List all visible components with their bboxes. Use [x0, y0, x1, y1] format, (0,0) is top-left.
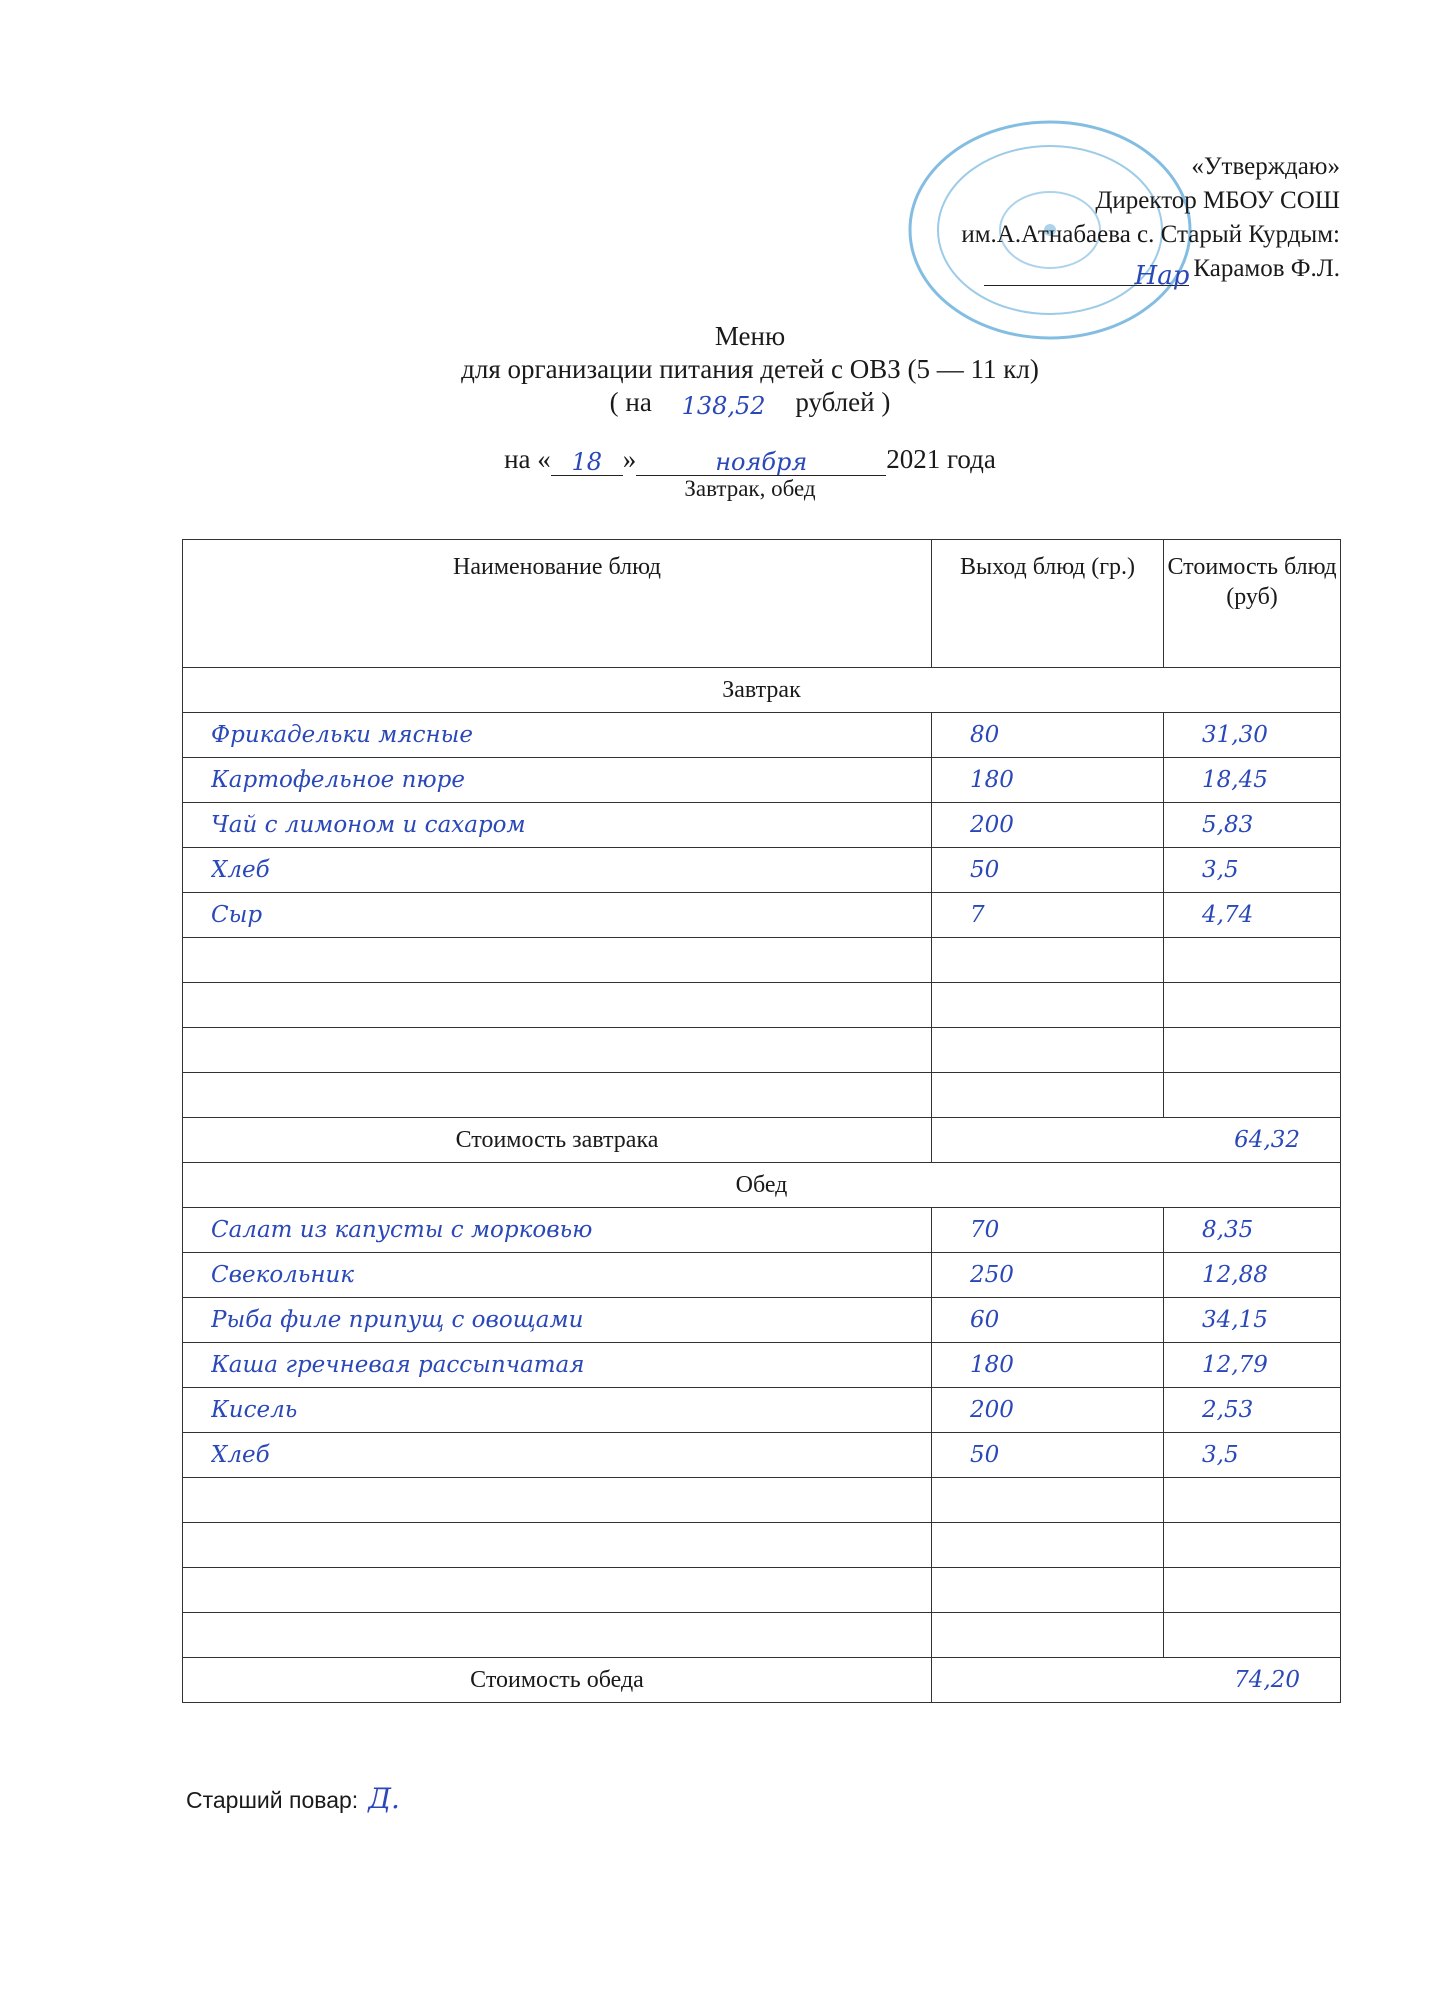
dish-name: Хлеб [211, 857, 270, 883]
dish-cost: 31,30 [1202, 722, 1268, 748]
date-prefix: на « [504, 444, 551, 474]
col-header-cost: Стоимость блюд (руб) [1164, 540, 1341, 668]
section-label-breakfast: Завтрак [183, 668, 1341, 713]
date-month-blank [636, 448, 886, 476]
dish-cost: 12,79 [1202, 1352, 1268, 1378]
date-line [300, 443, 1200, 476]
lunch-row [183, 1298, 1341, 1343]
menu-heading [300, 320, 1200, 502]
col-header-weight: Выход блюд (гр.) [932, 540, 1164, 668]
price-prefix: ( на [609, 387, 652, 417]
date-day: 18 [571, 448, 603, 476]
approval-line-3: им.А.Атнабаева с. Старый Курдым: [961, 221, 1340, 248]
dish-name: Чай с лимоном и сахаром [211, 812, 526, 838]
lunch-row [183, 1613, 1341, 1658]
breakfast-row [183, 848, 1341, 893]
breakfast-row [183, 938, 1341, 983]
approval-line-1: «Утверждаю» [1191, 153, 1340, 180]
dish-name: Хлеб [211, 1442, 270, 1468]
dish-name: Салат из капусты с морковью [211, 1217, 593, 1243]
approval-line-2: Директор МБОУ СОШ [1095, 187, 1340, 214]
signature-blank [984, 259, 1190, 291]
table-header-row [183, 540, 1341, 668]
date-day-blank [551, 448, 623, 476]
dish-weight: 180 [970, 767, 1014, 793]
dish-cost: 3,5 [1202, 1442, 1239, 1468]
price-line [300, 386, 1200, 419]
dish-weight: 7 [970, 902, 985, 928]
dish-cost: 34,15 [1202, 1307, 1268, 1333]
lunch-total-value: 74,20 [1234, 1666, 1300, 1693]
section-row-lunch [183, 1163, 1341, 1208]
dish-cost: 18,45 [1202, 767, 1268, 793]
dish-name: Свекольник [211, 1262, 355, 1288]
dish-weight: 50 [970, 1442, 1000, 1468]
dish-name: Каша гречневая рассыпчатая [211, 1352, 585, 1378]
date-year: 2021 года [886, 444, 996, 474]
dish-cost: 4,74 [1202, 902, 1254, 928]
date-month: ноября [715, 448, 808, 476]
lunch-total-row [183, 1658, 1341, 1703]
breakfast-row [183, 1028, 1341, 1073]
section-row-breakfast [183, 668, 1341, 713]
lunch-row [183, 1253, 1341, 1298]
breakfast-row [183, 983, 1341, 1028]
dish-weight: 70 [970, 1217, 1000, 1243]
menu-title: Меню [714, 321, 786, 351]
dish-name: Рыба филе припущ с овощами [211, 1307, 584, 1333]
lunch-row [183, 1568, 1341, 1613]
dish-weight: 200 [970, 812, 1014, 838]
director-name: Карамов Ф.Л. [1193, 255, 1340, 282]
lunch-row [183, 1208, 1341, 1253]
section-label-lunch: Обед [183, 1163, 1341, 1208]
dish-name: Сыр [211, 902, 263, 928]
dish-name: Картофельное пюре [211, 767, 465, 793]
dish-cost: 3,5 [1202, 857, 1239, 883]
lunch-row [183, 1343, 1341, 1388]
price-suffix: рублей ) [795, 387, 891, 417]
menu-table-body [183, 668, 1341, 1703]
breakfast-row [183, 713, 1341, 758]
breakfast-row [183, 758, 1341, 803]
dish-weight: 60 [970, 1307, 1000, 1333]
dish-name: Кисель [211, 1397, 298, 1423]
dish-weight: 80 [970, 722, 1000, 748]
lunch-row [183, 1478, 1341, 1523]
approval-block [820, 150, 1340, 291]
lunch-row [183, 1523, 1341, 1568]
head-cook-signature: Д. [368, 1782, 400, 1815]
dish-cost: 5,83 [1202, 812, 1254, 838]
dish-name: Фрикадельки мясные [211, 722, 473, 748]
price-blank [659, 392, 789, 419]
director-signature: Нар [1134, 261, 1190, 291]
footer [186, 1782, 400, 1815]
breakfast-row [183, 1073, 1341, 1118]
head-cook-label: Старший повар: [186, 1787, 359, 1813]
breakfast-total-label: Стоимость завтрака [183, 1118, 932, 1163]
lunch-row [183, 1388, 1341, 1433]
date-mid: » [622, 444, 637, 474]
menu-table [182, 539, 1341, 1703]
col-header-dish: Наименование блюд [183, 540, 932, 668]
dish-cost: 8,35 [1202, 1217, 1254, 1243]
dish-cost: 2,53 [1202, 1397, 1254, 1423]
lunch-total-label: Стоимость обеда [183, 1658, 932, 1703]
lunch-row [183, 1433, 1341, 1478]
breakfast-total-value: 64,32 [1234, 1126, 1300, 1153]
breakfast-row [183, 803, 1341, 848]
table-caption: Завтрак, обед [684, 476, 816, 501]
dish-weight: 200 [970, 1397, 1014, 1423]
breakfast-row [183, 893, 1341, 938]
approval-signature-line [820, 252, 1340, 291]
breakfast-total-row [183, 1118, 1341, 1163]
dish-weight: 250 [970, 1262, 1014, 1288]
dish-weight: 50 [970, 857, 1000, 883]
price-value: 138,52 [681, 392, 766, 420]
dish-cost: 12,88 [1202, 1262, 1268, 1288]
dish-weight: 180 [970, 1352, 1014, 1378]
menu-subtitle: для организации питания детей с ОВЗ (5 — 11 кл) [461, 354, 1039, 384]
